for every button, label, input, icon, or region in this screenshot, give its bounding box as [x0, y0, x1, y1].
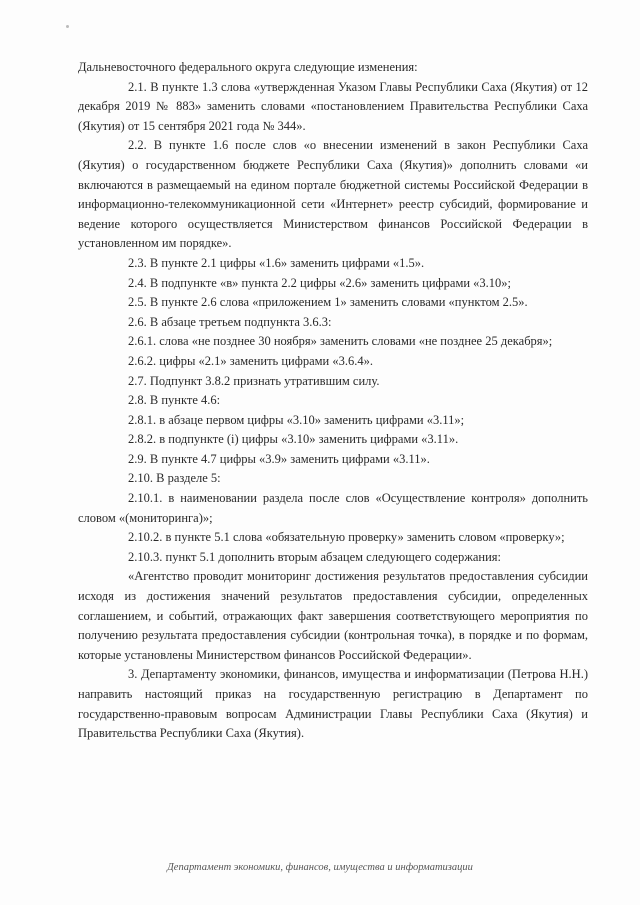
paragraph-p5: 2.5. В пункте 2.6 слова «приложением 1» заменить словами «пунктом 2.5».	[128, 295, 528, 310]
paragraph-p17: 2.10.3. пункт 5.1 дополнить вторым абзацем следующего содержания:	[128, 549, 502, 564]
page-footer: Департамент экономики, финансов, имущества и информатизации	[167, 862, 473, 873]
paragraph-p6: 2.6. В абзаце третьем подпункта 3.6.3:	[128, 314, 332, 329]
paragraph-p1: 2.1. В пункте 1.3 слова «утвержденная Указом Главы Республики Саха (Якутия) от 12 декабря 2019 № 883» заменить словами «постановлением Правительства Республики Саха (Якутия) от 15 сентября 2021 года № 344».	[78, 79, 588, 133]
paragraph-p18: «Агентство проводит мониторинг достижения результатов предоставления субсидии исходя из достижения значений результатов предоставления субсидии, определенных соглашением, и событий, отражающих факт завершения соответствующего мероприятия по получению результата предоставления субсидии (контрольная точка), в порядке и по формам, которые установлены Министерством финансов Российской Федерации».	[78, 569, 588, 662]
paragraph-p7: 2.6.1. слова «не позднее 30 ноября» заменить словами «не позднее 25 декабря»;	[128, 334, 553, 349]
paragraph-p13: 2.9. В пункте 4.7 цифры «3.9» заменить цифрами «3.11».	[128, 451, 430, 466]
paragraph-p9: 2.7. Подпункт 3.8.2 признать утратившим силу.	[128, 373, 380, 388]
paragraph-p16: 2.10.2. в пункте 5.1 слова «обязательную проверку» заменить словом «проверку»;	[128, 530, 565, 545]
paragraph-p12: 2.8.2. в подпункте (i) цифры «3.10» заменить цифрами «3.11».	[128, 432, 459, 447]
paragraph-p14: 2.10. В разделе 5:	[128, 471, 221, 486]
scan-speck	[66, 25, 69, 28]
paragraph-p10: 2.8. В пункте 4.6:	[128, 393, 221, 408]
paragraph-p2: 2.2. В пункте 1.6 после слов «о внесении изменений в закон Республики Саха (Якутия) о государственном бюджете Республики Саха (Якутия)» дополнить словами «и включаются в размещаемый на едином портале бюджетной системы Российской Федерации в информационно-телекоммуникационной сети «Интернет» реестр субсидий, формирование и ведение которого осуществляется Министерством финансов Российской Федерации в установленном им порядке».	[78, 138, 588, 251]
paragraph-p8: 2.6.2. цифры «2.1» заменить цифрами «3.6.4».	[128, 353, 373, 368]
paragraph-p0: Дальневосточного федерального округа следующие изменения:	[78, 60, 418, 74]
document-body	[78, 58, 588, 744]
paragraph-p19: 3. Департаменту экономики, финансов, имущества и информатизации (Петрова Н.Н.) направить настоящий приказ на государственную регистрацию в Департамент по государственно-правовым вопросам Администрации Главы Республики Саха (Якутия) и Правительства Республики Саха (Якутия).	[78, 667, 588, 741]
paragraph-p15: 2.10.1. в наименовании раздела после слов «Осуществление контроля» дополнить словом «(мониторинга)»;	[78, 491, 588, 525]
paragraph-p3: 2.3. В пункте 2.1 цифры «1.6» заменить цифрами «1.5».	[128, 255, 425, 270]
paragraph-p11: 2.8.1. в абзаце первом цифры «3.10» заменить цифрами «3.11»;	[128, 412, 465, 427]
paragraph-p4: 2.4. В подпункте «в» пункта 2.2 цифры «2.6» заменить цифрами «3.10»;	[128, 275, 512, 290]
